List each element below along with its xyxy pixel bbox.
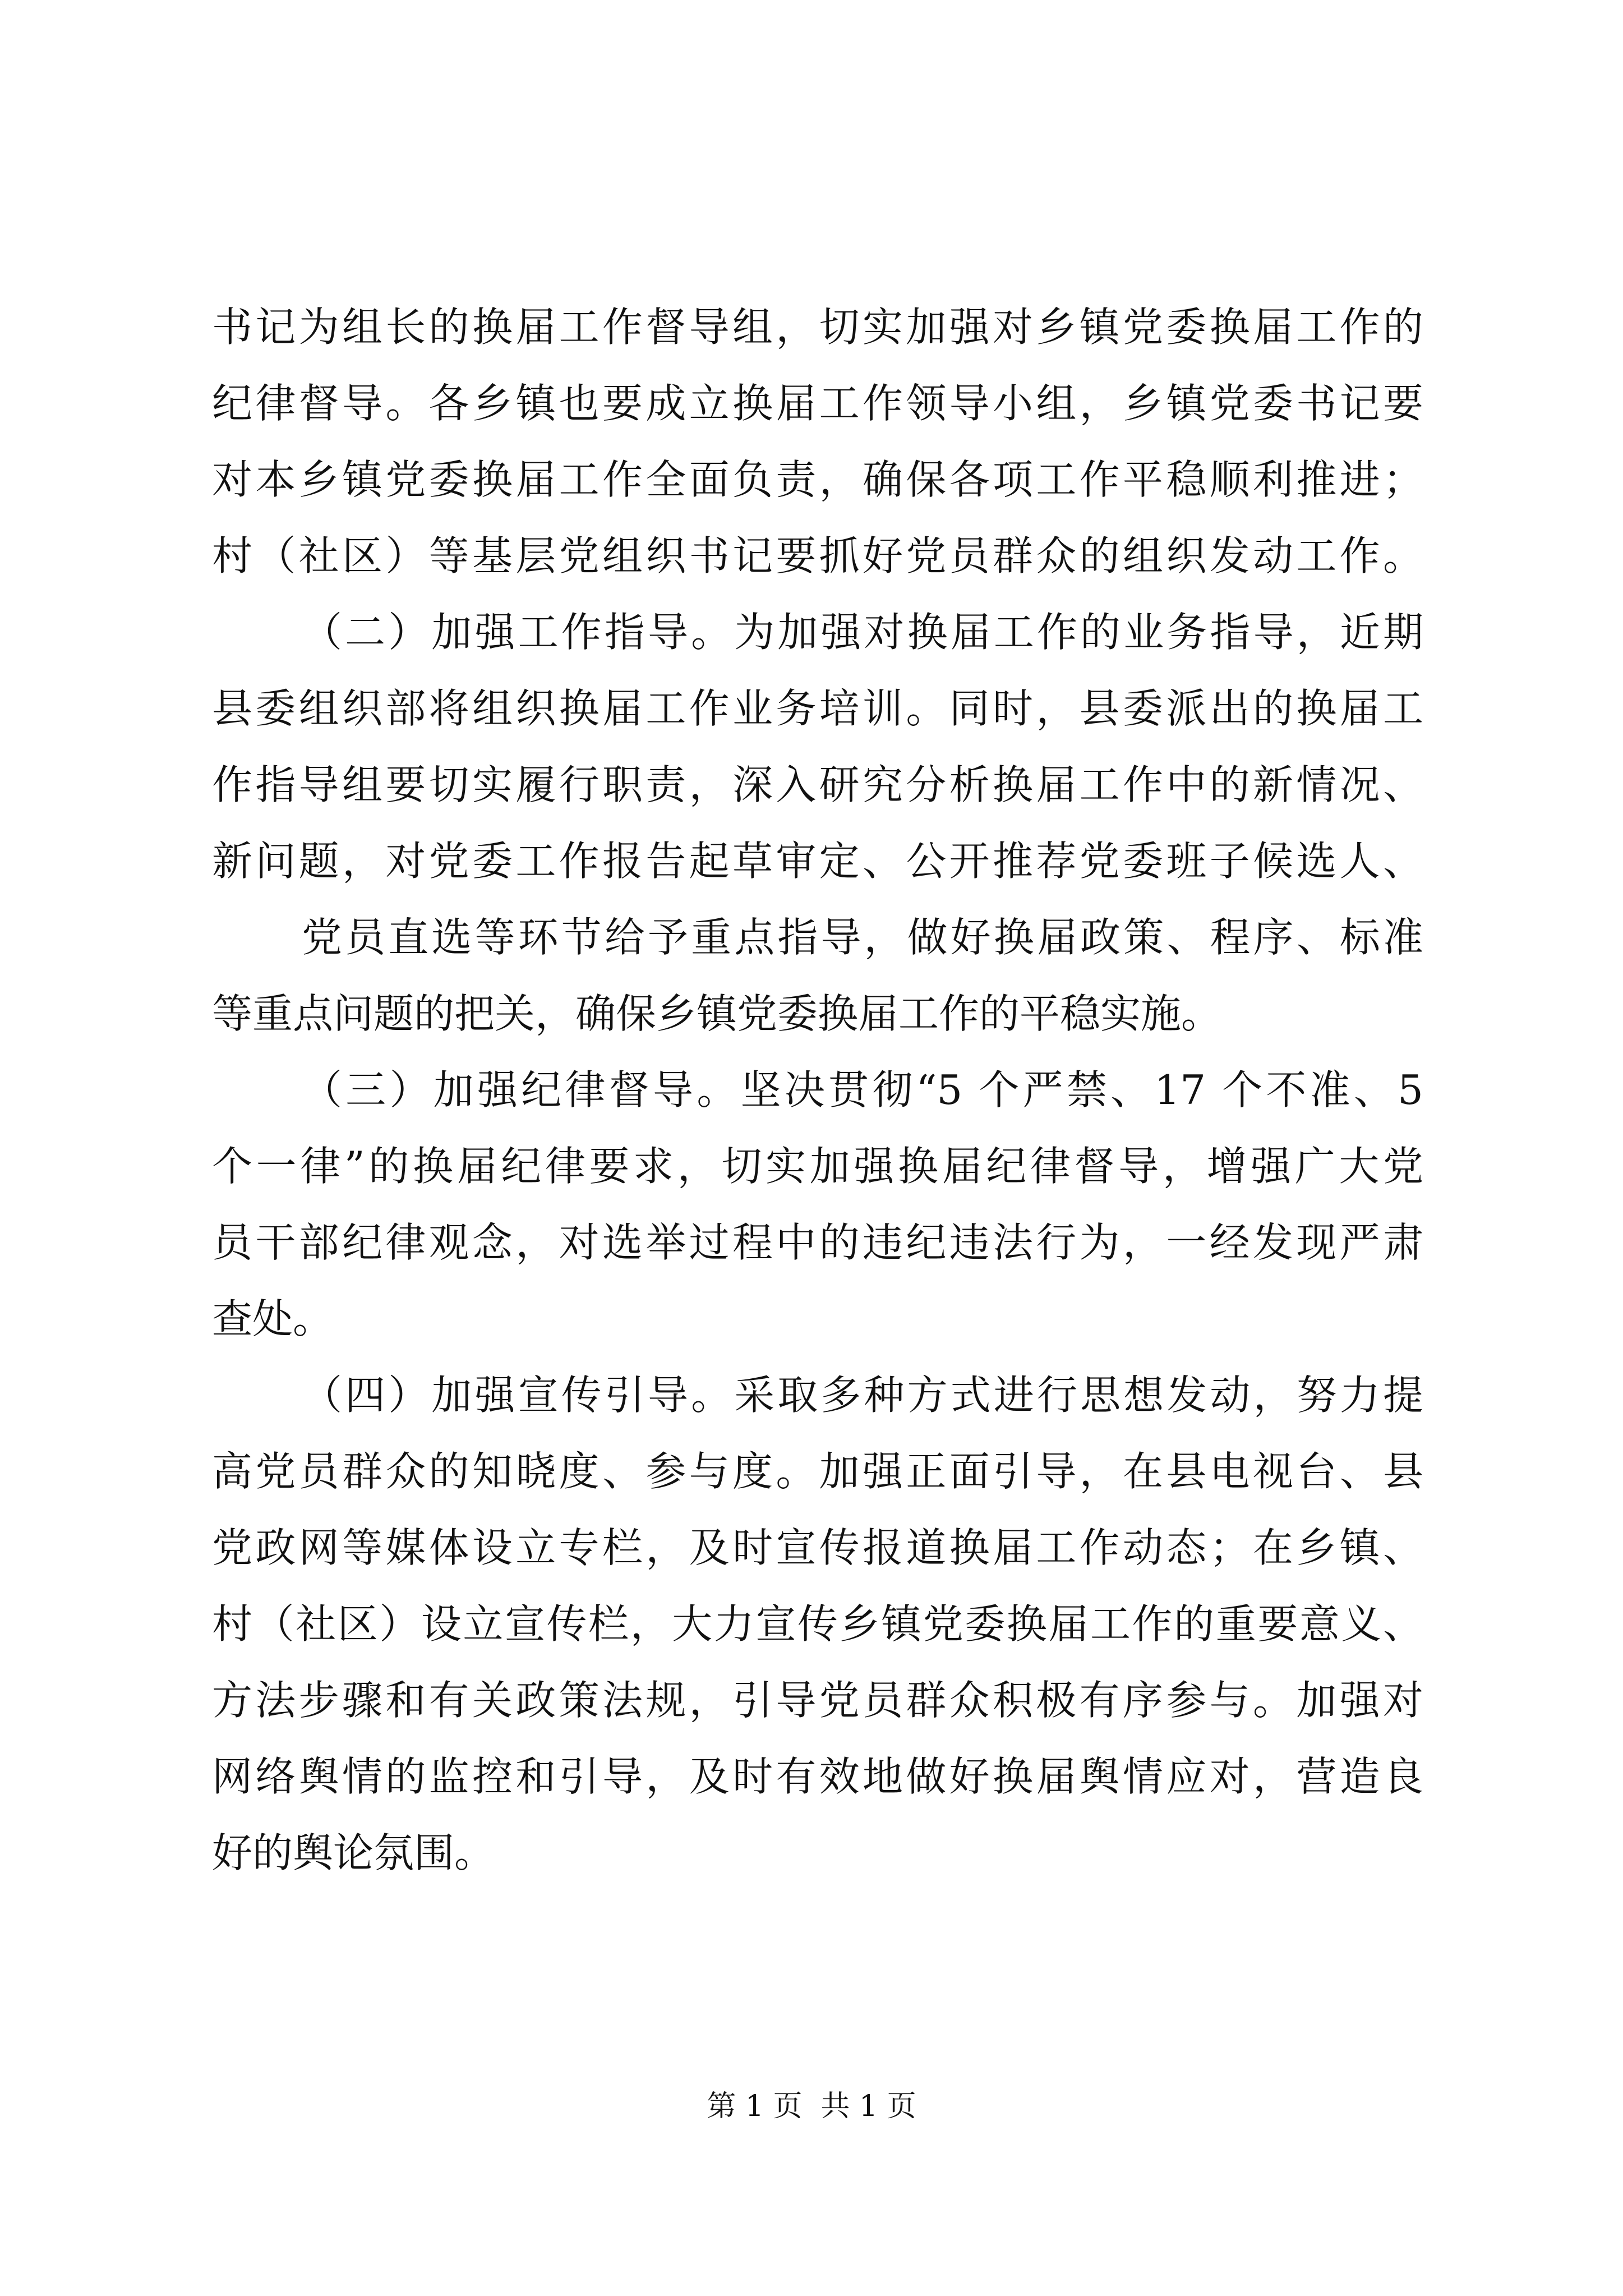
text-line: 县委组织部将组织换届工作业务培训。同时，县委派出的换届工 <box>212 685 1423 732</box>
text-line: 书记为组长的换届工作督导组，切实加强对乡镇党委换届工作的 <box>212 303 1423 351</box>
text-line: 党员直选等环节给予重点指导，做好换届政策、程序、标准 <box>302 914 1423 961</box>
text-line: 对本乡镇党委换届工作全面负责，确保各项工作平稳顺利推进； <box>212 456 1423 503</box>
text-line: 等重点问题的把关，确保乡镇党委换届工作的平稳实施。 <box>212 990 1222 1037</box>
text-line: 作指导组要切实履行职责，深入研究分析换届工作中的新情况、 <box>212 761 1423 808</box>
text-line: 方法步骤和有关政策法规，引导党员群众积极有序参与。加强对 <box>212 1677 1423 1724</box>
text-line: 查处。 <box>212 1295 334 1342</box>
text-line: 纪律督导。各乡镇也要成立换届工作领导小组，乡镇党委书记要 <box>212 380 1423 427</box>
paragraph-heading-4: （四）加强宣传引导。采取多种方式进行思想发动，努力提 <box>302 1372 1423 1419</box>
text-line: 好的舆论氛围。 <box>212 1829 495 1876</box>
text-line: 村（社区）设立宣传栏，大力宣传乡镇党委换届工作的重要意义、 <box>212 1600 1423 1648</box>
text-line: 员干部纪律观念，对选举过程中的违纪违法行为，一经发现严肃 <box>212 1219 1423 1266</box>
page-footer <box>0 2087 1623 2126</box>
text-line: 村（社区）等基层党组织书记要抓好党员群众的组织发动工作。 <box>212 532 1423 579</box>
text-line: 新问题，对党委工作报告起草审定、公开推荐党委班子候选人、 <box>212 838 1423 885</box>
paragraph-heading-3: （三）加强纪律督导。坚决贯彻“5 个严禁、17 个不准、5 <box>302 1066 1423 1114</box>
text-line: 高党员群众的知晓度、参与度。加强正面引导，在县电视台、县 <box>212 1448 1423 1495</box>
paragraph-heading-2: （二）加强工作指导。为加强对换届工作的业务指导，近期 <box>302 609 1423 656</box>
page-number: 第 1 页 共 1 页 <box>707 2090 916 2123</box>
text-line: 网络舆情的监控和引导，及时有效地做好换届舆情应对，营造良 <box>212 1753 1423 1800</box>
document-body <box>212 289 1423 1891</box>
text-line: 党政网等媒体设立专栏，及时宣传报道换届工作动态；在乡镇、 <box>212 1524 1423 1571</box>
text-line: 个一律”的换届纪律要求，切实加强换届纪律督导，增强广大党 <box>212 1143 1423 1190</box>
